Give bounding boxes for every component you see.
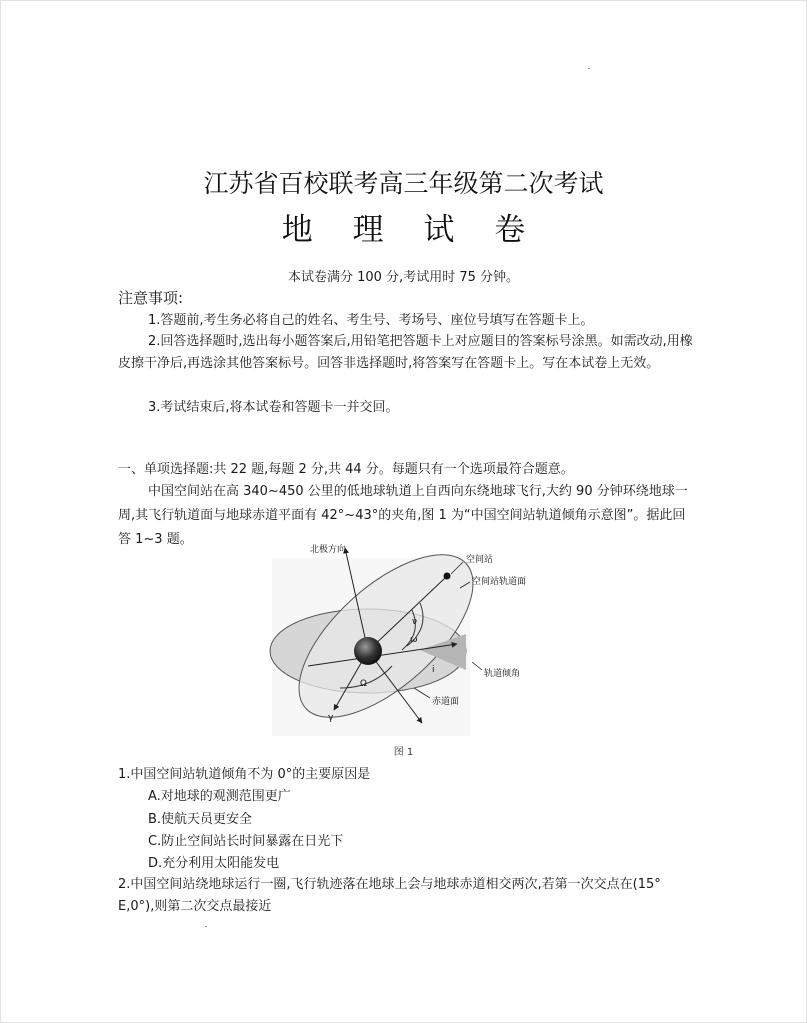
question-1-option-c: C.防止空间站长时间暴露在日光下 <box>148 834 344 849</box>
omega-small-symbol: ω <box>410 635 418 645</box>
question-2-stem: 2.中国空间站绕地球运行一圈,飞行轨迹落在地球上会与地球赤道相交两次,若第一次交点在(15° E,0°),则第二次交点最接近 <box>118 877 661 914</box>
notice-item: 3.考试结束后,将本试卷和答题卡一并交回。 <box>148 400 399 415</box>
orbit-diagram <box>262 538 552 738</box>
station-marker <box>444 573 451 580</box>
exam-note: 本试卷满分 100 分,考试用时 75 分钟。 <box>287 270 520 285</box>
orbit-inclination-figure <box>262 538 552 738</box>
nu-symbol: ν <box>412 617 418 627</box>
question-1-option-d: D.充分利用太阳能发电 <box>148 856 280 871</box>
orbit-plane-label: 空间站轨道面 <box>472 577 527 587</box>
scan-speck <box>205 926 207 927</box>
omega-symbol: Ω <box>360 679 367 689</box>
gamma-symbol: γ <box>328 713 334 723</box>
exam-title: 江苏省百校联考高三年级第二次考试 <box>203 169 604 198</box>
question-1-option-a: A.对地球的观测范围更广 <box>148 789 291 804</box>
section-heading: 一、单项选择题:共 22 题,每题 2 分,共 44 分。每题只有一个选项最符合题意。 <box>118 462 574 477</box>
equator-plane-label: 赤道面 <box>432 697 460 707</box>
notice-heading: 注意事项: <box>118 289 184 307</box>
inclination-label: 轨道倾角 <box>484 669 521 679</box>
notice-item: 1.答题前,考生务必将自己的姓名、考生号、考场号、座位号填写在答题卡上。 <box>148 313 594 328</box>
figure-caption: 图 1 <box>393 747 414 758</box>
inclination-symbol: i <box>432 665 435 675</box>
scan-speck <box>588 68 590 69</box>
inclination-leader <box>472 662 482 670</box>
subject-title: 地 理 试 卷 <box>281 212 541 248</box>
earth-globe <box>354 637 382 665</box>
question-1-stem: 1.中国空间站轨道倾角不为 0°的主要原因是 <box>118 767 371 782</box>
question-intro: 中国空间站在高 340~450 公里的低地球轨道上自西向东绕地球飞行,大约 90 分钟环绕地球一周,其飞行轨道面与地球赤道平面有 42°~43°的夹角,图 1 为“中国空间站轨道倾角示意图”。据此回答 1~3 题。 <box>118 484 688 547</box>
question-1-option-b: B.使航天员更安全 <box>148 812 253 827</box>
station-label: 空间站 <box>466 555 494 565</box>
notice-item: 2.回答选择题时,选出每小题答案后,用铅笔把答题卡上对应题目的答案标号涂黑。如需改动,用橡皮擦干净后,再选涂其他答案标号。回答非选择题时,将答案写在答题卡上。写在本试卷上无效。 <box>118 334 693 371</box>
north-label: 北极方向 <box>310 545 347 555</box>
